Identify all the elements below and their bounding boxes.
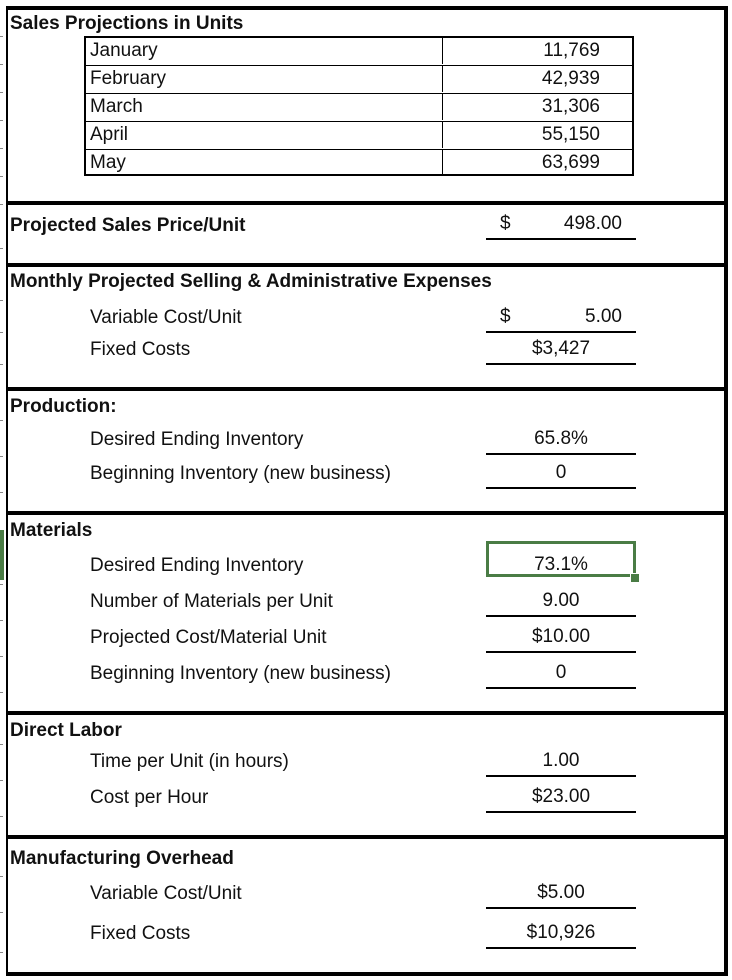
price-currency: $ bbox=[500, 213, 511, 234]
materials-cost-label: Projected Cost/Material Unit bbox=[90, 627, 327, 648]
sga-title: Monthly Projected Selling & Administrative Expenses bbox=[10, 271, 492, 292]
section-divider bbox=[6, 201, 728, 205]
section-divider bbox=[6, 711, 728, 715]
sga-variable-label: Variable Cost/Unit bbox=[90, 307, 242, 328]
sales-row[interactable] bbox=[86, 122, 632, 150]
production-beginning-value[interactable]: 0 bbox=[486, 461, 636, 489]
production-beginning-label: Beginning Inventory (new business) bbox=[90, 463, 392, 484]
materials-beginning-label: Beginning Inventory (new business) bbox=[90, 663, 392, 684]
labor-title: Direct Labor bbox=[10, 720, 122, 741]
overhead-fixed-value[interactable]: $10,926 bbox=[486, 921, 636, 949]
sales-projections-title: Sales Projections in Units bbox=[10, 13, 244, 34]
sales-row[interactable] bbox=[86, 94, 632, 122]
production-desired-value[interactable]: 65.8% bbox=[486, 427, 636, 455]
labor-cost-label: Cost per Hour bbox=[90, 787, 209, 808]
section-divider bbox=[6, 511, 728, 515]
units-cell[interactable]: 31,306 bbox=[442, 94, 612, 120]
frame-right-border bbox=[724, 6, 728, 976]
month-cell[interactable]: May bbox=[90, 152, 126, 173]
month-cell[interactable]: January bbox=[90, 40, 158, 61]
materials-beginning-value[interactable]: 0 bbox=[486, 661, 636, 689]
units-cell[interactable]: 11,769 bbox=[442, 38, 612, 64]
fill-handle[interactable] bbox=[630, 573, 640, 583]
units-cell[interactable]: 63,699 bbox=[442, 150, 612, 176]
month-cell[interactable]: March bbox=[90, 96, 143, 117]
materials-desired-label: Desired Ending Inventory bbox=[90, 555, 304, 576]
frame-top-border bbox=[6, 6, 728, 10]
frame-left-border bbox=[6, 6, 8, 976]
active-cell-selection[interactable] bbox=[486, 541, 636, 577]
sga-variable-value: 5.00 bbox=[585, 306, 622, 327]
row-selection-marker bbox=[0, 530, 4, 580]
materials-title: Materials bbox=[10, 520, 93, 541]
materials-desired-value[interactable]: 73.1% bbox=[534, 554, 588, 575]
production-title: Production: bbox=[10, 396, 117, 417]
materials-per-unit-value[interactable]: 9.00 bbox=[486, 589, 636, 617]
units-cell[interactable]: 42,939 bbox=[442, 66, 612, 92]
frame-bottom-border bbox=[6, 972, 728, 976]
sga-fixed-label: Fixed Costs bbox=[90, 339, 191, 360]
sga-variable-currency: $ bbox=[500, 306, 511, 327]
section-divider bbox=[6, 387, 728, 391]
overhead-variable-label: Variable Cost/Unit bbox=[90, 883, 242, 904]
materials-per-unit-label: Number of Materials per Unit bbox=[90, 591, 333, 612]
production-desired-label: Desired Ending Inventory bbox=[90, 429, 304, 450]
section-divider bbox=[6, 835, 728, 839]
units-cell[interactable]: 55,150 bbox=[442, 122, 612, 148]
overhead-title: Manufacturing Overhead bbox=[10, 848, 234, 869]
month-cell[interactable]: April bbox=[90, 124, 129, 145]
sga-variable-cell[interactable] bbox=[486, 305, 636, 333]
section-divider bbox=[6, 263, 728, 267]
labor-time-label: Time per Unit (in hours) bbox=[90, 751, 289, 772]
overhead-variable-value[interactable]: $5.00 bbox=[486, 881, 636, 909]
labor-time-value[interactable]: 1.00 bbox=[486, 749, 636, 777]
sga-fixed-value[interactable]: $3,427 bbox=[486, 337, 636, 365]
price-value: 498.00 bbox=[563, 213, 622, 234]
price-value-cell[interactable] bbox=[486, 212, 636, 240]
materials-cost-value[interactable]: $10.00 bbox=[486, 625, 636, 653]
overhead-fixed-label: Fixed Costs bbox=[90, 923, 191, 944]
sales-row[interactable] bbox=[86, 66, 632, 94]
month-cell[interactable]: February bbox=[90, 68, 167, 89]
sales-row[interactable] bbox=[86, 38, 632, 66]
price-label: Projected Sales Price/Unit bbox=[10, 215, 246, 236]
sales-projections-table bbox=[84, 36, 634, 176]
labor-cost-value[interactable]: $23.00 bbox=[486, 785, 636, 813]
sales-row[interactable] bbox=[86, 150, 632, 178]
